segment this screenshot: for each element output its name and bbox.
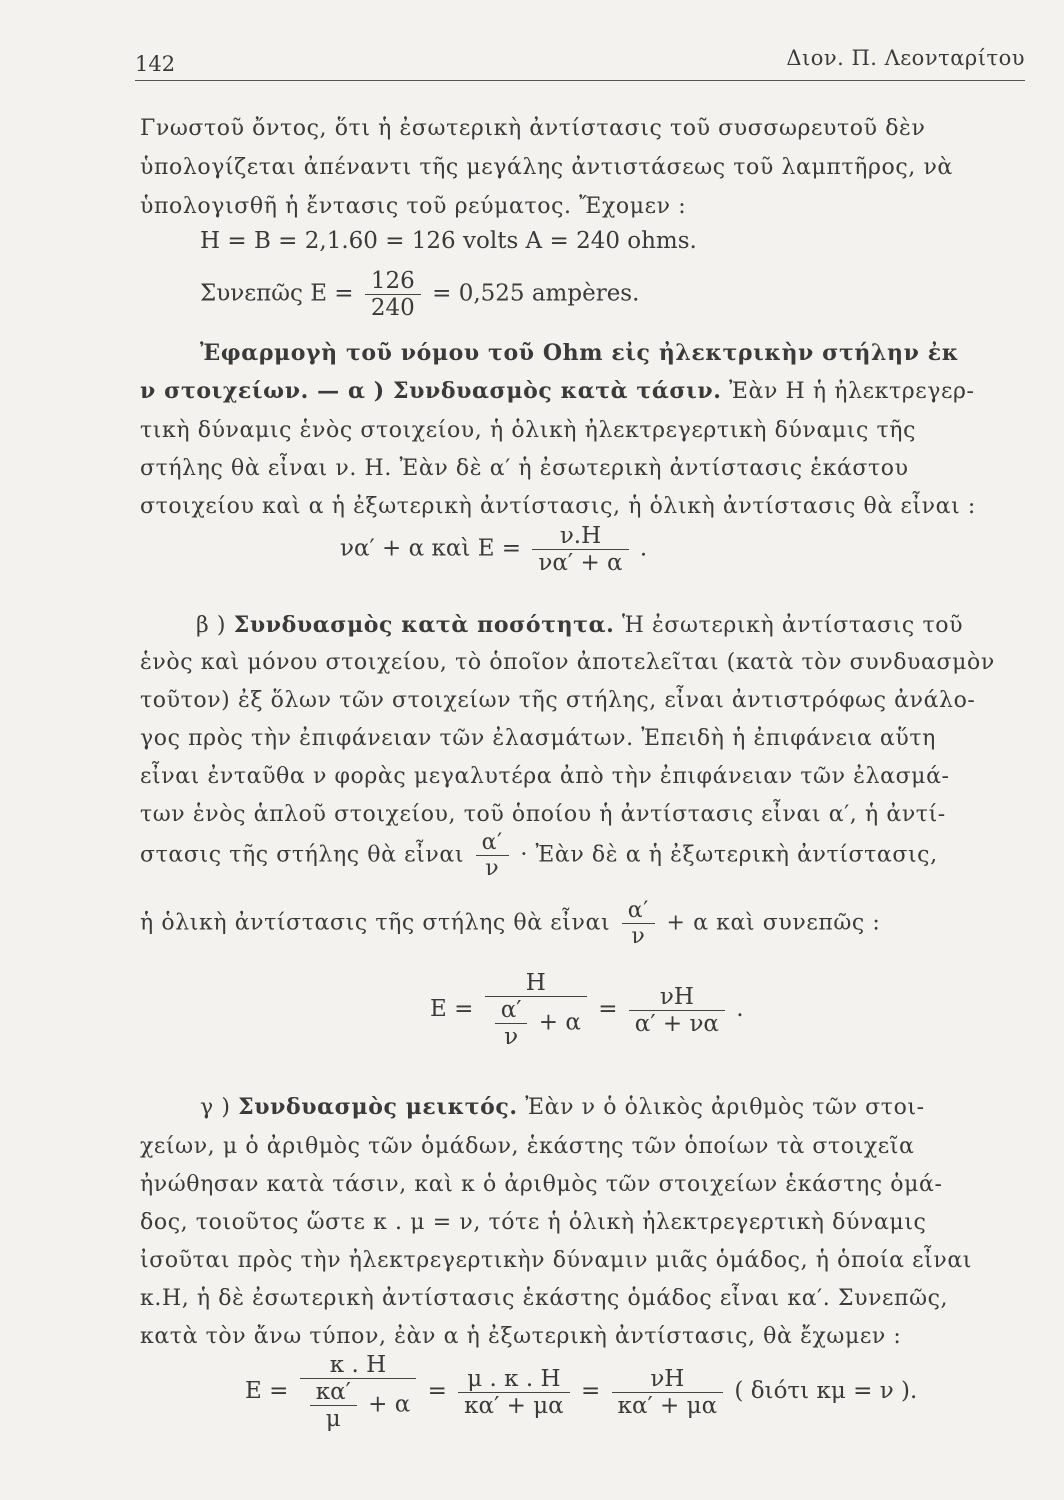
header-rule [135, 80, 1025, 81]
equation-note: ( διότι κμ = ν ). [734, 1378, 918, 1404]
fraction-numerator: νH [659, 983, 694, 1010]
text-span: γ ) [200, 1095, 239, 1120]
equation-parallel [430, 970, 744, 1050]
text-line [140, 898, 880, 949]
fraction-numerator: α′ [627, 898, 649, 923]
text-line [200, 1094, 925, 1120]
fraction-numerator: νH [650, 1365, 685, 1392]
equation-text: = [581, 1378, 601, 1404]
nested-fraction [310, 1379, 357, 1432]
text-line: κατὰ τὸν ἄνω τύπον, ἐὰν α ἡ ἐξωτερικὴ ἀντίστασις, θὰ ἔχωμεν : [140, 1324, 902, 1349]
fraction-denominator: να′ + α [532, 549, 628, 576]
fraction-numerator: 126 [370, 268, 415, 294]
text-line: ἑνὸς καὶ μόνου στοιχείου, τὸ ὁποῖον ἀποτελεῖται (κατὰ τὸν συνδυασμὸν [140, 650, 995, 675]
page-number: 142 [135, 52, 176, 76]
equation-text: + α [368, 1391, 411, 1418]
text-line: ἠνώθησαν κατὰ τάσιν, καὶ κ ὁ ἀριθμὸς τῶν στοιχείων ἑκάστης ὁμά- [140, 1172, 943, 1197]
subsection-heading: Συνδυασμὸς μεικτός. [238, 1094, 518, 1120]
text-span: Ἐὰν ν ὁ ὁλικὸς ἀριθμὸς τῶν στοι- [517, 1095, 925, 1120]
fraction-denominator: κα′ + μα [612, 1392, 724, 1419]
fraction [612, 1366, 724, 1419]
equation-current [200, 268, 639, 321]
running-head-author: Διον. Π. Λεονταρίτου [786, 46, 1025, 70]
text-line [140, 830, 938, 881]
nested-fraction [495, 997, 528, 1050]
text-line: ὑπολογισθῆ ἡ ἔντασις τοῦ ρεύματος. Ἔχομεν : [140, 194, 687, 219]
equation-text: E = [245, 1378, 289, 1404]
fraction-numerator: μ . κ . H [467, 1365, 561, 1392]
equation-series [340, 523, 647, 576]
text-line: των ἑνὸς ἁπλοῦ στοιχείου, τοῦ ὁποίου ἡ ἀντίστασις εἶναι α′, ἡ ἀντί- [140, 802, 946, 827]
text-span: Ἐὰν H ἡ ἠλεκτρεγερ- [721, 379, 975, 404]
text-line: ὑπολογίζεται ἀπέναντι τῆς μεγάλης ἀντιστάσεως τοῦ λαμπτῆρος, νὰ [140, 155, 953, 180]
text-span: · Ἐὰν δὲ α ἡ ἐξωτερικὴ ἀντίστασις, [520, 842, 938, 868]
fraction-numerator: ν.H [559, 523, 602, 549]
text-span: Ἡ ἐσωτερικὴ ἀντίστασις τοῦ [614, 613, 964, 638]
fraction-denominator: μ [310, 1405, 357, 1432]
section-heading: Ἐφαρμογὴ τοῦ νόμου τοῦ Ohm εἰς ἠλεκτρικὴν στήλην ἐκ [200, 340, 959, 366]
fraction-denominator: ν [476, 855, 509, 881]
fraction-denominator: α′ + να [629, 1010, 725, 1037]
text-line: στοιχείου καὶ α ἡ ἐξωτερικὴ ἀντίστασις, ἡ ὁλικὴ ἀντίστασις θὰ εἶναι : [140, 494, 976, 519]
equation-text: . [736, 996, 744, 1022]
fraction [458, 1366, 570, 1419]
fraction [365, 268, 421, 321]
fraction-numerator: α′ [500, 997, 522, 1023]
equation-text: = [427, 1378, 447, 1404]
text-line: στήλης θὰ εἶναι ν. H. Ἐὰν δὲ α′ ἡ ἐσωτερικὴ ἀντίστασις ἑκάστου [140, 456, 909, 481]
fraction-numerator: H [525, 970, 546, 996]
text-line: τοῦτον) ἐξ ὅλων τῶν στοιχείων τῆς στήλης, εἶναι ἀντιστρόφως ἀνάλο- [140, 688, 976, 713]
fraction-numerator: α′ [481, 830, 503, 855]
text-line: δος, τοιοῦτος ὥστε κ . μ = ν, τότε ἡ ὁλικὴ ἠλεκτρεγερτικὴ δύναμις [140, 1210, 927, 1235]
text-line: εἶναι ἐνταῦθα ν φορὰς μεγαλυτέρα ἀπὸ τὴν ἐπιφάνειαν τῶν ἐλασμά- [140, 764, 950, 789]
fraction [476, 830, 509, 881]
fraction [485, 970, 587, 1050]
text-line: χείων, μ ὁ ἀριθμὸς τῶν ὁμάδων, ἑκάστης τῶν ὁποίων τὰ στοιχεῖα [140, 1134, 915, 1159]
fraction-denominator [300, 1378, 417, 1432]
fraction-denominator: 240 [365, 294, 421, 321]
equation-values: H = B = 2,1.60 = 126 volts A = 240 ohms. [200, 228, 697, 254]
equation-text: Συνεπῶς E = [200, 280, 354, 307]
text-line: ἰσοῦται πρὸς τὴν ἠλεκτρεγερτικὴν δύναμιν μιᾶς ὁμάδος, ἡ ὁποία εἶναι [140, 1248, 973, 1273]
fraction [622, 898, 655, 949]
text-line: κ.H, ἡ δὲ ἐσωτερικὴ ἀντίστασις ἑκάστης ὁμάδος εἶναι κα′. Συνεπῶς, [140, 1286, 949, 1311]
fraction-denominator [485, 996, 587, 1050]
equation-text: E = [430, 996, 474, 1022]
fraction-denominator: ν [495, 1023, 528, 1050]
page-header [135, 44, 1025, 84]
equation-mixed [245, 1352, 917, 1432]
equation-text: = 0,525 ampères. [432, 280, 640, 307]
text-span: στασις τῆς στήλης θὰ εἶναι [140, 842, 465, 868]
text-line: Γνωστοῦ ὄντος, ὅτι ἡ ἐσωτερικὴ ἀντίστασις τοῦ συσσωρευτοῦ δὲν [140, 116, 926, 141]
text-span: ἡ ὁλικὴ ἀντίστασις τῆς στήλης θὰ εἶναι [140, 910, 611, 936]
equation-text: + α [538, 1009, 581, 1036]
text-line: γος πρὸς τὴν ἐπιφάνειαν τῶν ἐλασμάτων. Ἐπειδὴ ἡ ἐπιφάνεια αὕτη [140, 726, 936, 751]
equation-text: να′ + α καὶ E = [340, 535, 522, 562]
fraction-denominator: ν [622, 923, 655, 949]
fraction-denominator: κα′ + μα [458, 1392, 570, 1419]
text-span: β ) [196, 613, 234, 638]
equation-text: . [639, 535, 648, 562]
text-line [196, 612, 963, 638]
fraction [300, 1352, 417, 1432]
text-line: τικὴ δύναμις ἑνὸς στοιχείου, ἡ ὁλικὴ ἠλεκτρεγερτικὴ δύναμις τῆς [140, 418, 917, 443]
subsection-heading: ν στοιχείων. — α ) Συνδυασμὸς κατὰ τάσιν. [140, 378, 722, 404]
fraction [532, 523, 628, 576]
fraction-numerator: κα′ [315, 1379, 351, 1405]
fraction [629, 984, 725, 1037]
text-span: + α καὶ συνεπῶς : [666, 910, 881, 936]
text-line [140, 378, 975, 404]
equation-text: = [598, 996, 618, 1022]
fraction-numerator: κ . H [329, 1352, 387, 1378]
subsection-heading: Συνδυασμὸς κατὰ ποσότητα. [233, 612, 615, 638]
